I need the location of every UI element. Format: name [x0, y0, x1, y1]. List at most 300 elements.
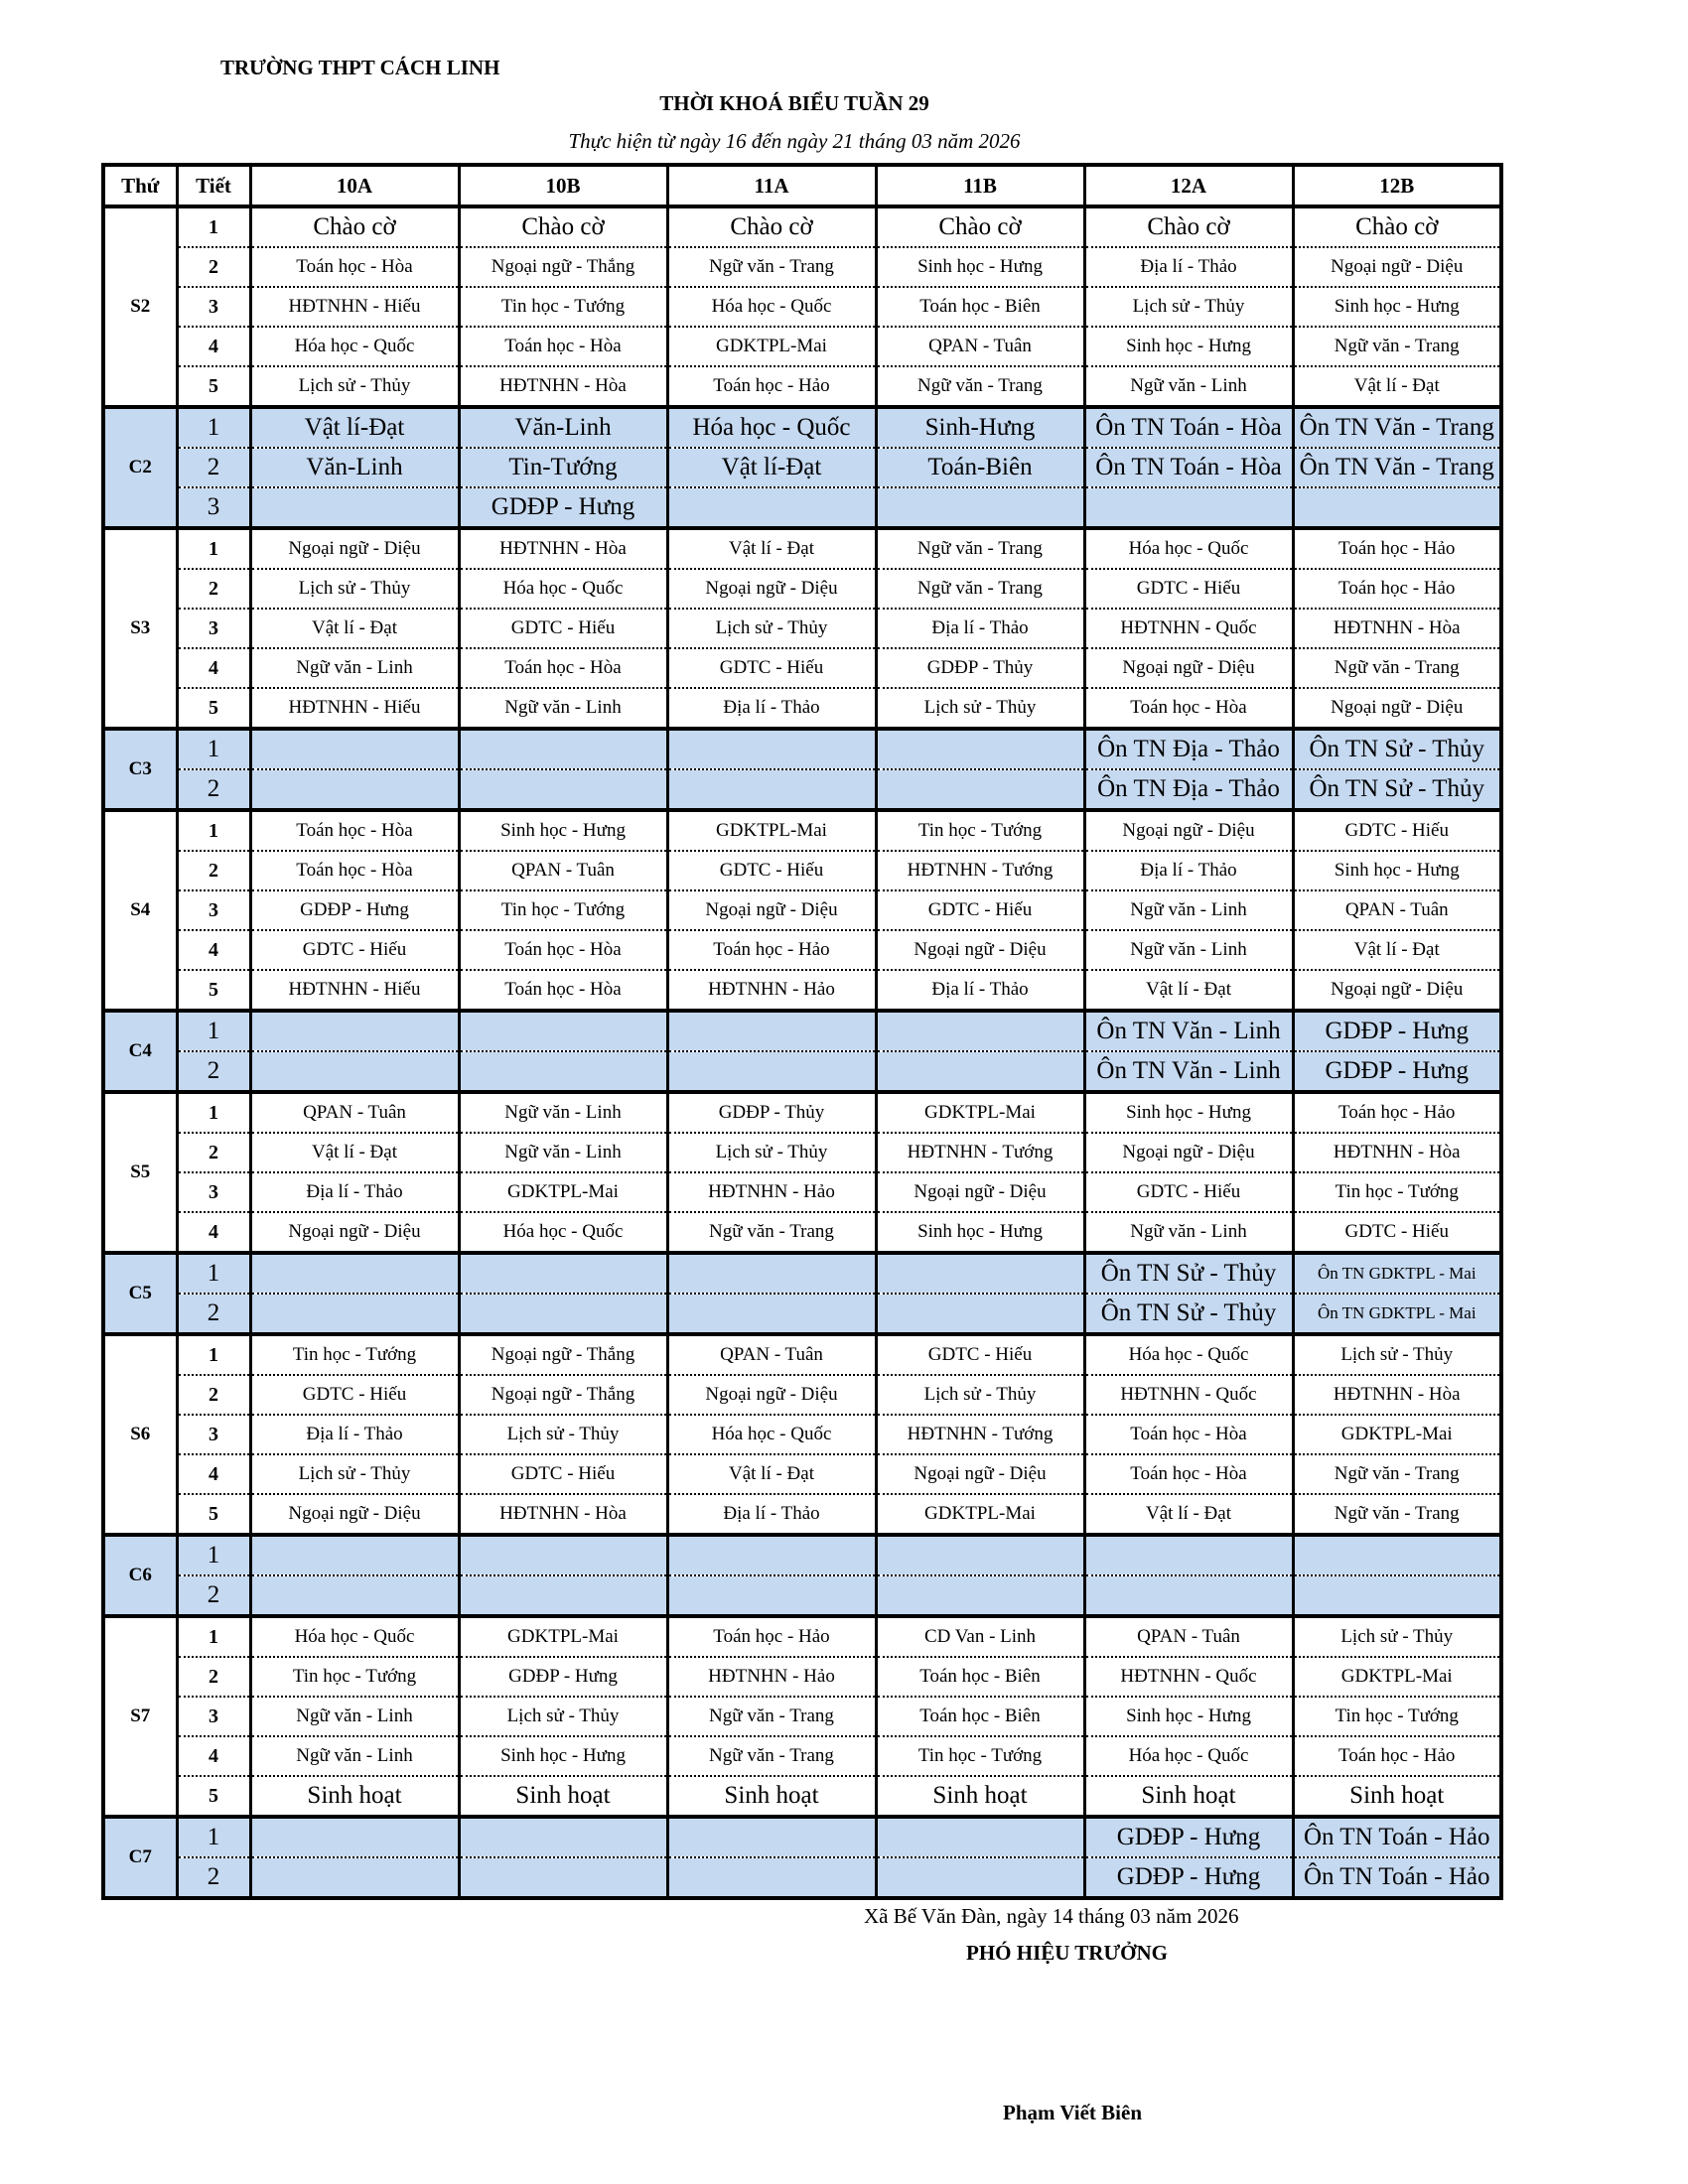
- timetable-cell: Văn-Linh: [459, 407, 667, 448]
- timetable-cell: Ngữ văn - Linh: [250, 1736, 459, 1776]
- period-number: 2: [177, 1657, 250, 1697]
- timetable-row: [103, 1857, 1501, 1898]
- timetable-cell: [459, 1011, 667, 1051]
- timetable-cell: [1293, 487, 1501, 528]
- timetable-cell: [250, 1253, 459, 1294]
- period-number: 1: [177, 1616, 250, 1657]
- timetable-cell: [876, 1011, 1084, 1051]
- timetable-cell: Ngoại ngữ - Thắng: [459, 1334, 667, 1375]
- timetable-cell: Ngoại ngữ - Diệu: [876, 1454, 1084, 1494]
- timetable-row: [103, 1092, 1501, 1133]
- timetable-cell: Toán-Biên: [876, 448, 1084, 487]
- timetable-cell: HĐTNHN - Quốc: [1084, 1657, 1293, 1697]
- document-title: THỜI KHOÁ BIỂU TUẦN 29: [659, 91, 929, 115]
- timetable-cell: [250, 1575, 459, 1616]
- timetable-cell: HĐTNHN - Hòa: [459, 528, 667, 569]
- period-number: 2: [177, 448, 250, 487]
- timetable-cell: Ngữ văn - Linh: [250, 1697, 459, 1736]
- timetable-row: [103, 1375, 1501, 1415]
- timetable-cell: Ngữ văn - Trang: [876, 366, 1084, 407]
- timetable-cell: [667, 1817, 876, 1857]
- timetable-cell: Ngữ văn - Linh: [1084, 890, 1293, 930]
- timetable-cell: QPAN - Tuân: [876, 327, 1084, 366]
- timetable-cell: HĐTNHN - Hiếu: [250, 287, 459, 327]
- timetable-cell: HĐTNHN - Hòa: [1293, 609, 1501, 648]
- timetable-cell: [1084, 1575, 1293, 1616]
- timetable-cell: Hóa học - Quốc: [1084, 528, 1293, 569]
- timetable-cell: Ngoại ngữ - Diệu: [250, 1212, 459, 1253]
- timetable-row: [103, 287, 1501, 327]
- period-number: 1: [177, 1535, 250, 1575]
- timetable-cell: HĐTNHN - Hòa: [459, 366, 667, 407]
- timetable-cell: [876, 1535, 1084, 1575]
- timetable-row: [103, 1494, 1501, 1535]
- day-label: S2: [103, 206, 177, 407]
- timetable-row: [103, 448, 1501, 487]
- timetable-cell: Ngữ văn - Trang: [876, 528, 1084, 569]
- timetable-cell: Lịch sử - Thủy: [876, 688, 1084, 729]
- timetable-row: [103, 688, 1501, 729]
- timetable-row: [103, 487, 1501, 528]
- timetable-cell: Ngữ văn - Trang: [1293, 1494, 1501, 1535]
- period-number: 1: [177, 528, 250, 569]
- timetable-row: [103, 327, 1501, 366]
- timetable-cell: Hóa học - Quốc: [1084, 1334, 1293, 1375]
- day-label: S5: [103, 1092, 177, 1253]
- header-class: 10A: [250, 165, 459, 206]
- timetable-cell: Chào cờ: [876, 206, 1084, 247]
- timetable-cell: [250, 769, 459, 810]
- timetable-cell: Địa lí - Thảo: [250, 1415, 459, 1454]
- timetable-cell: QPAN - Tuân: [1293, 890, 1501, 930]
- timetable-cell: [876, 1575, 1084, 1616]
- timetable-row: [103, 851, 1501, 890]
- timetable-cell: HĐTNHN - Quốc: [1084, 609, 1293, 648]
- timetable-cell: GDĐP - Thủy: [667, 1092, 876, 1133]
- period-number: 1: [177, 729, 250, 769]
- timetable-cell: GDĐP - Hưng: [250, 890, 459, 930]
- timetable-cell: Chào cờ: [459, 206, 667, 247]
- timetable-cell: Toán học - Biên: [876, 1697, 1084, 1736]
- timetable-cell: Ngữ văn - Trang: [667, 1736, 876, 1776]
- timetable-cell: [459, 1051, 667, 1092]
- timetable-row: [103, 890, 1501, 930]
- timetable-row: [103, 1616, 1501, 1657]
- timetable-cell: Chào cờ: [1293, 206, 1501, 247]
- period-number: 5: [177, 366, 250, 407]
- header-class: 10B: [459, 165, 667, 206]
- timetable-row: [103, 1575, 1501, 1616]
- day-label: C5: [103, 1253, 177, 1334]
- timetable-cell: Địa lí - Thảo: [667, 688, 876, 729]
- timetable-cell: Sinh học - Hưng: [1293, 851, 1501, 890]
- timetable-cell: GDTC - Hiếu: [876, 1334, 1084, 1375]
- timetable-cell: [667, 1857, 876, 1898]
- timetable-cell: [459, 1857, 667, 1898]
- timetable-cell: [250, 1011, 459, 1051]
- timetable-cell: Ngoại ngữ - Diệu: [1084, 1133, 1293, 1172]
- timetable-cell: [250, 729, 459, 769]
- timetable-row: [103, 1817, 1501, 1857]
- timetable-cell: Ngữ văn - Linh: [459, 1092, 667, 1133]
- timetable-cell: Vật lí - Đạt: [250, 609, 459, 648]
- timetable-cell: Ngữ văn - Trang: [1293, 648, 1501, 688]
- timetable-cell: Toán học - Hảo: [667, 930, 876, 970]
- timetable-cell: Toán học - Hòa: [1084, 1415, 1293, 1454]
- timetable-cell: [876, 1051, 1084, 1092]
- timetable-cell: Ngoại ngữ - Diệu: [876, 930, 1084, 970]
- day-label: C3: [103, 729, 177, 810]
- period-number: 1: [177, 1253, 250, 1294]
- timetable-cell: Ngữ văn - Trang: [1293, 327, 1501, 366]
- timetable-body: [103, 206, 1501, 1898]
- timetable-cell: Tin học - Tướng: [250, 1657, 459, 1697]
- timetable-cell: Tin học - Tướng: [876, 810, 1084, 851]
- period-number: 2: [177, 851, 250, 890]
- timetable-cell: QPAN - Tuân: [250, 1092, 459, 1133]
- timetable-cell: Toán học - Hòa: [250, 810, 459, 851]
- timetable-cell: CD Van - Linh: [876, 1616, 1084, 1657]
- timetable-row: [103, 1294, 1501, 1334]
- timetable-cell: GDTC - Hiếu: [459, 1454, 667, 1494]
- period-number: 4: [177, 930, 250, 970]
- timetable-cell: Ôn TN Địa - Thảo: [1084, 769, 1293, 810]
- timetable: [101, 163, 1503, 1900]
- timetable-row: [103, 970, 1501, 1011]
- timetable-cell: Lịch sử - Thủy: [459, 1697, 667, 1736]
- timetable-cell: GDKTPL-Mai: [667, 327, 876, 366]
- timetable-cell: Tin học - Tướng: [250, 1334, 459, 1375]
- header-class: 12A: [1084, 165, 1293, 206]
- period-number: 2: [177, 1133, 250, 1172]
- period-number: 2: [177, 1375, 250, 1415]
- period-number: 3: [177, 1697, 250, 1736]
- signer-name: Phạm Viết Biên: [1003, 2101, 1142, 2124]
- timetable-cell: Địa lí - Thảo: [250, 1172, 459, 1212]
- timetable-cell: HĐTNHN - Hòa: [1293, 1133, 1501, 1172]
- timetable-cell: Địa lí - Thảo: [1084, 247, 1293, 287]
- timetable-cell: Lịch sử - Thủy: [1293, 1616, 1501, 1657]
- period-number: 4: [177, 1454, 250, 1494]
- timetable-cell: Hóa học - Quốc: [667, 407, 876, 448]
- timetable-cell: Tin học - Tướng: [1293, 1172, 1501, 1212]
- timetable-cell: Ôn TN Văn - Linh: [1084, 1051, 1293, 1092]
- timetable-cell: Ôn TN Toán - Hòa: [1084, 407, 1293, 448]
- timetable-cell: GDĐP - Hưng: [1084, 1857, 1293, 1898]
- timetable-cell: [667, 1575, 876, 1616]
- timetable-cell: Sinh hoạt: [459, 1776, 667, 1817]
- timetable-cell: [1084, 487, 1293, 528]
- timetable-cell: Toán học - Hòa: [250, 247, 459, 287]
- period-number: 5: [177, 1494, 250, 1535]
- timetable-cell: Ngoại ngữ - Diệu: [1084, 648, 1293, 688]
- timetable-cell: GDĐP - Hưng: [1293, 1011, 1501, 1051]
- timetable-cell: Sinh hoạt: [1293, 1776, 1501, 1817]
- timetable-cell: [667, 487, 876, 528]
- timetable-row: [103, 1454, 1501, 1494]
- timetable-cell: [250, 1535, 459, 1575]
- timetable-row: [103, 1212, 1501, 1253]
- timetable-cell: HĐTNHN - Hảo: [667, 970, 876, 1011]
- timetable-row: [103, 569, 1501, 609]
- timetable-cell: [250, 1294, 459, 1334]
- timetable-row: [103, 206, 1501, 247]
- timetable-row: [103, 1051, 1501, 1092]
- timetable-cell: Vật lí - Đạt: [1084, 1494, 1293, 1535]
- timetable-cell: HĐTNHN - Hòa: [459, 1494, 667, 1535]
- timetable-cell: Ngoại ngữ - Diệu: [250, 528, 459, 569]
- timetable-cell: Chào cờ: [667, 206, 876, 247]
- timetable-row: [103, 729, 1501, 769]
- timetable-cell: [876, 1817, 1084, 1857]
- timetable-cell: Ngoại ngữ - Diệu: [250, 1494, 459, 1535]
- timetable-cell: [667, 769, 876, 810]
- timetable-cell: HĐTNHN - Hiếu: [250, 688, 459, 729]
- period-number: 1: [177, 1011, 250, 1051]
- timetable-cell: GDTC - Hiếu: [667, 851, 876, 890]
- timetable-cell: [667, 1011, 876, 1051]
- timetable-cell: Ngữ văn - Linh: [250, 648, 459, 688]
- timetable-cell: Sinh học - Hưng: [459, 810, 667, 851]
- timetable-cell: QPAN - Tuân: [459, 851, 667, 890]
- timetable-cell: Toán học - Hảo: [1293, 528, 1501, 569]
- period-number: 1: [177, 1817, 250, 1857]
- timetable-cell: [250, 487, 459, 528]
- timetable-cell: Ôn TN Địa - Thảo: [1084, 729, 1293, 769]
- timetable-cell: Lịch sử - Thủy: [250, 569, 459, 609]
- timetable-cell: Sinh học - Hưng: [459, 1736, 667, 1776]
- timetable-row: [103, 1657, 1501, 1697]
- timetable-row: [103, 528, 1501, 569]
- timetable-cell: Ngữ văn - Linh: [1084, 366, 1293, 407]
- timetable-cell: QPAN - Tuân: [667, 1334, 876, 1375]
- timetable-cell: [667, 1535, 876, 1575]
- timetable-cell: [1293, 1575, 1501, 1616]
- timetable-cell: Ngữ văn - Linh: [1084, 930, 1293, 970]
- timetable-row: [103, 609, 1501, 648]
- day-label: S6: [103, 1334, 177, 1535]
- timetable-cell: Toán học - Hòa: [1084, 1454, 1293, 1494]
- timetable-cell: Vật lí - Đạt: [1084, 970, 1293, 1011]
- period-number: 3: [177, 487, 250, 528]
- timetable-cell: Toán học - Hòa: [459, 930, 667, 970]
- timetable-cell: [459, 769, 667, 810]
- timetable-cell: Hóa học - Quốc: [667, 287, 876, 327]
- period-number: 3: [177, 287, 250, 327]
- period-number: 2: [177, 247, 250, 287]
- timetable-cell: [667, 1253, 876, 1294]
- timetable-cell: Sinh học - Hưng: [1084, 327, 1293, 366]
- timetable-cell: Toán học - Hòa: [250, 851, 459, 890]
- period-number: 3: [177, 1415, 250, 1454]
- period-number: 3: [177, 890, 250, 930]
- timetable-cell: [459, 1535, 667, 1575]
- timetable-cell: Ngoại ngữ - Thắng: [459, 247, 667, 287]
- timetable-cell: HĐTNHN - Tướng: [876, 1133, 1084, 1172]
- timetable-row: [103, 769, 1501, 810]
- timetable-cell: GDTC - Hiếu: [250, 930, 459, 970]
- timetable-cell: [667, 1294, 876, 1334]
- timetable-cell: GDTC - Hiếu: [1084, 569, 1293, 609]
- timetable-cell: Vật lí - Đạt: [667, 528, 876, 569]
- day-label: S3: [103, 528, 177, 729]
- timetable-cell: GDTC - Hiếu: [876, 890, 1084, 930]
- timetable-row: [103, 1736, 1501, 1776]
- timetable-cell: Vật lí - Đạt: [667, 1454, 876, 1494]
- timetable-cell: Vật lí-Đạt: [250, 407, 459, 448]
- timetable-row: [103, 810, 1501, 851]
- timetable-cell: HĐTNHN - Hiếu: [250, 970, 459, 1011]
- timetable-row: [103, 1133, 1501, 1172]
- timetable-cell: Ôn TN Văn - Trang: [1293, 448, 1501, 487]
- timetable-cell: Ngữ văn - Trang: [667, 1697, 876, 1736]
- timetable-row: [103, 1697, 1501, 1736]
- period-number: 3: [177, 609, 250, 648]
- timetable-cell: Ngoại ngữ - Diệu: [667, 1375, 876, 1415]
- timetable-cell: Lịch sử - Thủy: [1084, 287, 1293, 327]
- timetable-cell: Ngoại ngữ - Diệu: [876, 1172, 1084, 1212]
- timetable-cell: [1084, 1535, 1293, 1575]
- timetable-cell: GDTC - Hiếu: [1293, 1212, 1501, 1253]
- timetable-cell: Sinh học - Hưng: [876, 1212, 1084, 1253]
- timetable-cell: [876, 1253, 1084, 1294]
- timetable-cell: Toán học - Biên: [876, 287, 1084, 327]
- day-label: C7: [103, 1817, 177, 1898]
- timetable-cell: Ôn TN GDKTPL - Mai: [1293, 1253, 1501, 1294]
- timetable-cell: [1293, 1535, 1501, 1575]
- timetable-cell: QPAN - Tuân: [1084, 1616, 1293, 1657]
- header-class: 11A: [667, 165, 876, 206]
- timetable-cell: Hóa học - Quốc: [459, 569, 667, 609]
- period-number: 1: [177, 206, 250, 247]
- timetable-cell: GDKTPL-Mai: [876, 1494, 1084, 1535]
- timetable-cell: Toán học - Hảo: [1293, 1092, 1501, 1133]
- timetable-cell: Sinh hoạt: [1084, 1776, 1293, 1817]
- timetable-cell: [459, 1817, 667, 1857]
- timetable-cell: Ôn TN Sử - Thủy: [1293, 769, 1501, 810]
- timetable-cell: [459, 1253, 667, 1294]
- timetable-cell: GDTC - Hiếu: [1084, 1172, 1293, 1212]
- timetable-cell: Ôn TN Văn - Trang: [1293, 407, 1501, 448]
- header-class: 12B: [1293, 165, 1501, 206]
- day-label: S7: [103, 1616, 177, 1817]
- timetable-row: [103, 1415, 1501, 1454]
- period-number: 4: [177, 327, 250, 366]
- timetable-cell: Toán học - Hòa: [1084, 688, 1293, 729]
- timetable-cell: [459, 1575, 667, 1616]
- timetable-row: [103, 1011, 1501, 1051]
- header-day: Thứ: [103, 165, 177, 206]
- period-number: 4: [177, 1736, 250, 1776]
- period-number: 4: [177, 648, 250, 688]
- timetable-row: [103, 1334, 1501, 1375]
- timetable-cell: Hóa học - Quốc: [1084, 1736, 1293, 1776]
- period-number: 1: [177, 1334, 250, 1375]
- timetable-cell: [250, 1817, 459, 1857]
- timetable-cell: Sinh hoạt: [876, 1776, 1084, 1817]
- timetable-cell: Ngữ văn - Trang: [876, 569, 1084, 609]
- timetable-cell: Lịch sử - Thủy: [667, 609, 876, 648]
- timetable-cell: Ngữ văn - Trang: [1293, 1454, 1501, 1494]
- timetable-cell: Ôn TN Sử - Thủy: [1293, 729, 1501, 769]
- place-date: Xã Bế Văn Đàn, ngày 14 tháng 03 năm 2026: [864, 1904, 1239, 1928]
- timetable-cell: Toán học - Hảo: [1293, 1736, 1501, 1776]
- timetable-cell: GDTC - Hiếu: [667, 648, 876, 688]
- timetable-cell: [667, 729, 876, 769]
- timetable-cell: Lịch sử - Thủy: [876, 1375, 1084, 1415]
- timetable-cell: Ôn TN Văn - Linh: [1084, 1011, 1293, 1051]
- period-number: 2: [177, 769, 250, 810]
- timetable-cell: Vật lí - Đạt: [1293, 366, 1501, 407]
- timetable-cell: Ngoại ngữ - Diệu: [1293, 688, 1501, 729]
- period-number: 5: [177, 1776, 250, 1817]
- timetable-cell: Tin học - Tướng: [459, 287, 667, 327]
- timetable-header-row: [103, 165, 1501, 206]
- timetable-cell: GDKTPL-Mai: [459, 1616, 667, 1657]
- timetable-cell: Ngữ văn - Trang: [667, 1212, 876, 1253]
- timetable-cell: Lịch sử - Thủy: [667, 1133, 876, 1172]
- timetable-cell: [250, 1857, 459, 1898]
- timetable-cell: GDTC - Hiếu: [250, 1375, 459, 1415]
- timetable-cell: [876, 1294, 1084, 1334]
- timetable-row: [103, 930, 1501, 970]
- timetable-cell: GDKTPL-Mai: [459, 1172, 667, 1212]
- timetable-cell: Lịch sử - Thủy: [250, 366, 459, 407]
- timetable-cell: [876, 1857, 1084, 1898]
- signer-role: PHÓ HIỆU TRƯỞNG: [966, 1941, 1169, 1965]
- period-number: 1: [177, 1092, 250, 1133]
- header-period: Tiết: [177, 165, 250, 206]
- timetable-cell: GDKTPL-Mai: [876, 1092, 1084, 1133]
- timetable-cell: GDKTPL-Mai: [1293, 1657, 1501, 1697]
- timetable-cell: Vật lí - Đạt: [1293, 930, 1501, 970]
- timetable-cell: Vật lí-Đạt: [667, 448, 876, 487]
- timetable-row: [103, 648, 1501, 688]
- timetable-cell: Lịch sử - Thủy: [250, 1454, 459, 1494]
- timetable-cell: Ngoại ngữ - Diệu: [667, 890, 876, 930]
- timetable-cell: GDTC - Hiếu: [459, 609, 667, 648]
- timetable-cell: Hóa học - Quốc: [459, 1212, 667, 1253]
- timetable-cell: Toán học - Hòa: [459, 327, 667, 366]
- timetable-cell: [667, 1051, 876, 1092]
- timetable-cell: Sinh học - Hưng: [1293, 287, 1501, 327]
- day-label: S4: [103, 810, 177, 1011]
- timetable-cell: Tin-Tướng: [459, 448, 667, 487]
- timetable-cell: HĐTNHN - Tướng: [876, 1415, 1084, 1454]
- period-number: 2: [177, 1575, 250, 1616]
- period-number: 4: [177, 1212, 250, 1253]
- timetable-cell: HĐTNHN - Hảo: [667, 1172, 876, 1212]
- timetable-cell: Sinh hoạt: [250, 1776, 459, 1817]
- timetable-cell: [876, 769, 1084, 810]
- period-number: 1: [177, 407, 250, 448]
- timetable-cell: Toán học - Hảo: [1293, 569, 1501, 609]
- timetable-cell: [876, 487, 1084, 528]
- period-number: 2: [177, 1857, 250, 1898]
- timetable-cell: Ôn TN Sử - Thủy: [1084, 1294, 1293, 1334]
- timetable-cell: Toán học - Hòa: [459, 970, 667, 1011]
- timetable-cell: GDĐP - Hưng: [459, 487, 667, 528]
- timetable-cell: Ôn TN GDKTPL - Mai: [1293, 1294, 1501, 1334]
- timetable-cell: Toán học - Hảo: [667, 1616, 876, 1657]
- timetable-cell: Toán học - Hòa: [459, 648, 667, 688]
- timetable-cell: Hóa học - Quốc: [250, 327, 459, 366]
- timetable-cell: Ngoại ngữ - Diệu: [1084, 810, 1293, 851]
- timetable-cell: GDĐP - Hưng: [1293, 1051, 1501, 1092]
- timetable-cell: [459, 1294, 667, 1334]
- timetable-cell: Địa lí - Thảo: [667, 1494, 876, 1535]
- timetable-cell: GDĐP - Hưng: [1084, 1817, 1293, 1857]
